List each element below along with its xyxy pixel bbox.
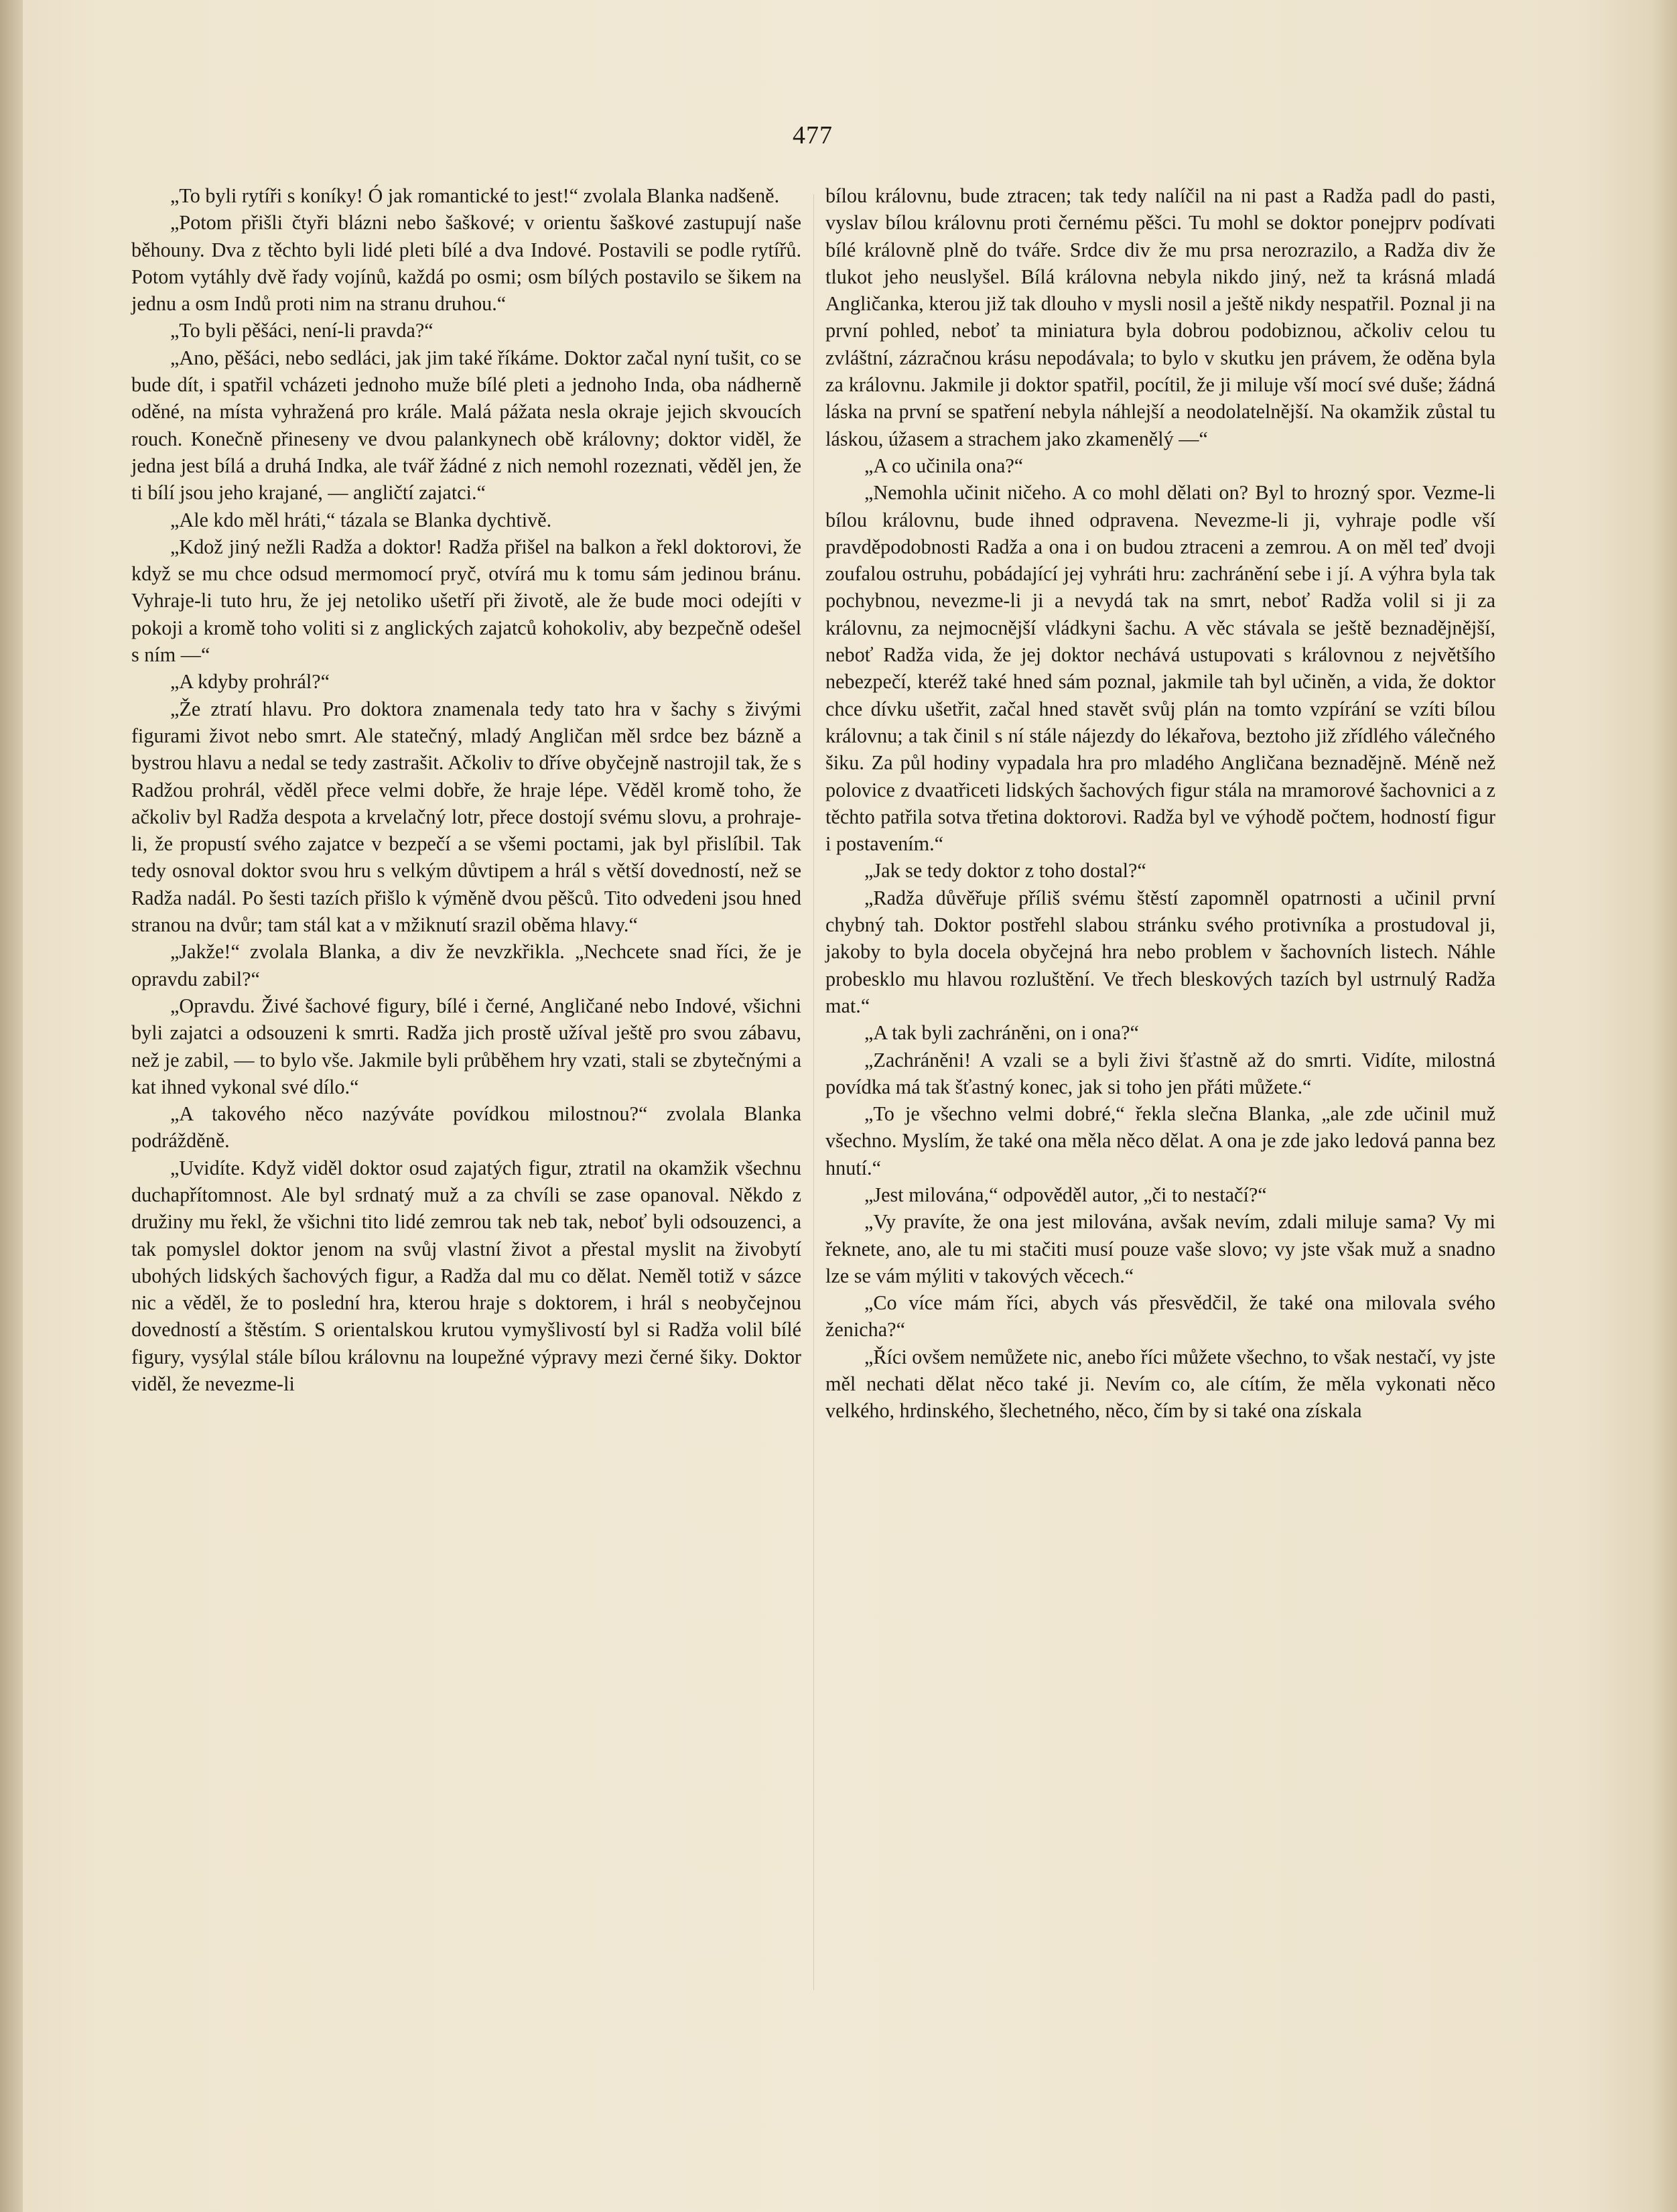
- paragraph: „Radža důvěřuje příliš svému štěstí zapomněl opatrnosti a učinil první chybný tah. Doktor postřehl slabou stránku svého protivníka a prostudoval ji, jakoby to byla docela obyčejná hra nebo problem v šachovních listech. Náhle probesklo mu hlavou rozluštění. Ve třech bleskových tazích byl ustrnulý Radža mat.“: [825, 886, 1495, 1017]
- paragraph: „A co učinila ona?“: [864, 454, 1024, 477]
- column-divider: [813, 194, 814, 1990]
- paragraph: „To byli rytíři s koníky! Ó jak romantické to jest!“ zvolala Blanka nadšeně.: [170, 184, 780, 207]
- right-column: [825, 182, 1495, 1425]
- paragraph: „Jak se tedy doktor z toho dostal?“: [864, 859, 1146, 883]
- paragraph: „Že ztratí hlavu. Pro doktora znamenala tedy tato hra v šachy s živými figurami život nebo smrt. Ale statečný, mladý Angličan měl srdce bez bázně a bystrou hlavu a nedal se tedy zastrašit. Ačkoliv to dříve obyčejně nastrojil tak, že s Radžou prohrál, věděl přece velmi dobře, že hraje lépe. Věděl kromě toho, že ačkoliv byl Radža despota a krvelačný lotr, přece dostojí svému slovu, a prohraje-li, že propustí svého zajatce v bezpečí a se všemi poctami, jak byl přislíbil. Tak tedy osnoval doktor svou hru s velkým důvtipem a hrál s větší dovedností, než se Radža nadál. Po šesti tazích přišlo k výměně dvou pěšců. Tito odvedeni jsou hned stranou na dvůr; tam stál kat a v mžiknutí srazil oběma hlavy.“: [131, 697, 801, 937]
- paragraph: „Vy pravíte, že ona jest milována, avšak nevím, zdali miluje sama? Vy mi řeknete, ano, ale tu mi stačiti musí pouze vaše slovo; vy jste však muž a snadno lze se vám mýliti v takových věcech.“: [825, 1210, 1495, 1287]
- paragraph: „Zachráněni! A vzali se a byli živi šťastně až do smrti. Vidíte, milostná povídka má tak šťastný konec, jak si toho jen přáti můžete.“: [825, 1048, 1495, 1098]
- paragraph: „Potom přišli čtyři blázni nebo šaškové; v orientu šaškové zastupují naše běhouny. Dva z těchto byli lidé pleti bílé a dva Indové. Postavili se podle rytířů. Potom vytáhly dvě řady vojínů, každá po osmi; osm bílých postavilo se šikem na jednu a osm Indů proti nim na stranu druhou.“: [131, 211, 801, 316]
- paragraph: „A tak byli zachráněni, on i ona?“: [864, 1021, 1139, 1045]
- paragraph: „Jakže!“ zvolala Blanka, a div že nevzkřikla. „Nechcete snad říci, že je opravdu zabil?“: [131, 940, 801, 990]
- paragraph: „Říci ovšem nemůžete nic, anebo říci můžete všechno, to však nestačí, vy jste měl nechati dělat něco také ji. Nevím co, ale cítím, že měla vykonati něco velkého, hrdinského, šlechetného, něco, čím by si také ona získala: [825, 1345, 1495, 1423]
- paragraph: „A takového něco nazýváte povídkou milostnou?“ zvolala Blanka podrážděně.: [131, 1102, 801, 1153]
- paragraph: „Co více mám říci, abych vás přesvědčil, že také ona milovala svého ženicha?“: [825, 1291, 1495, 1342]
- paragraph: „To je všechno velmi dobré,“ řekla slečna Blanka, „ale zde učinil muž všechno. Myslím, že také ona měla něco dělat. A ona je zde jako ledová panna bez hnutí.“: [825, 1102, 1495, 1179]
- paragraph: „Ano, pěšáci, nebo sedláci, jak jim také říkáme. Doktor začal nyní tušit, co se bude dít, i spatřil vcházeti jednoho muže bílé pleti a jednoho Inda, oba nádherně oděné, na místa vyhražená pro krále. Malá pážata nesla okraje jejich skvoucích rouch. Konečně přineseny ve dvou palankynech obě královny; doktor viděl, že jedna jest bílá a druhá Indka, ale tvář žádné z nich nemohl rozeznati, věděl jen, že ti bílí jsou jeho krajané, — angličtí zajatci.“: [131, 346, 801, 505]
- paragraph: „Jest milována,“ odpověděl autor, „či to nestačí?“: [864, 1183, 1267, 1206]
- paragraph: „Ale kdo měl hráti,“ tázala se Blanka dychtivě.: [170, 508, 552, 531]
- page-number: 477: [793, 121, 833, 149]
- paragraph: „Nemohla učinit ničeho. A co mohl dělati on? Byl to hrozný spor. Vezme-li bílou královnu, bude ihned odpravena. Nevezme-li ji, vyhraje podle vší pravděpodobnosti Radža a ona i on budou ztraceni a zemrou. A on měl teď dvoji zoufalou ostruhu, pobádající jej vyhráti hru: zachránění sebe i jí. A výhra byla tak pochybnou, nevezme-li ji a nevydá tak na smrt, neboť Radža volil si ji za královnu, za nejmocnější vládkyni šachu. A věc stávala se ještě beznadějnější, neboť Radža vida, že jej doktor nechává ustupovati s královnou z největšího nebezpečí, kteréž také hned sám poznal, jakmile tah byl učiněn, a vida, že doktor chce dívku ušetřit, začal hned stavět svůj plán na tomto vzpírání se vzíti bílou královnu; a tak činil s ní stále nájezdy do lékařova, beztoho již zřídlého válečného šiku. Za půl hodiny vypadala hra pro mladého Angličana beznadějně. Méně než polovice z dvaatřiceti lidských šachových figur stála na mramorové šachovnici a z těchto patřila sotva třetina doktorovi. Radža byl ve výhodě počtem, hodností figur i postavením.“: [825, 481, 1495, 856]
- page-binding-edge: [0, 0, 23, 2212]
- paragraph-continuation: bílou královnu, bude ztracen; tak tedy nalíčil na ni past a Radža padl do pasti, vyslav bílou královnu proti černému pěšci. Tu mohl se doktor ponejprv podívati bílé královně plně do tváře. Srdce div že mu prsa nerozrazilo, a Radža div že tlukot jeho neuslyšel. Bílá královna nebyla nikdo jiný, než ta krásná mladá Angličanka, kterou již tak dlouho v mysli nosil a ještě nikdy nespatřil. Poznal ji na první pohled, neboť ta miniatura byla dobrou podobiznou, ačkoliv celou tu zvláštní, zázračnou krásu nepodávala; to bylo v skutku jen právem, že oděna byla za královnu. Jakmile ji doktor spatřil, pocítil, že ji miluje vší mocí své duše; žádná láska na první se spatření nebyla náhlejší a neodolatelnější. Na okamžik zůstal tu láskou, úžasem a strachem jako zkamenělý —“: [825, 184, 1495, 450]
- paragraph: „Kdož jiný nežli Radža a doktor! Radža přišel na balkon a řekl doktorovi, že když se mu chce odsud mermomocí pryč, otvírá mu k tomu sám jedinou bránu. Vyhraje-li tuto hru, že jej netoliko ušetří při životě, ale že bude moci odejíti v pokoji a kromě toho voliti si z anglických zajatců kohokoliv, aby bezpečně odešel s ním —“: [131, 535, 801, 667]
- paragraph: „Uvidíte. Když viděl doktor osud zajatých figur, ztratil na okamžik všechnu duchapřítomnost. Ale byl srdnatý muž a za chvíli se zase opanoval. Někdo z družiny mu řekl, že všichni tito lidé zemrou tak neb tak, neboť byli odsouzenci, a tak pomyslel doktor jenom na svůj vlastní život a přestal myslit na živobytí ubohých lidských šachových figur, a Radža dal mu co dělat. Neměl totiž v sázce nic a věděl, že to poslední hra, kterou hraje s doktorem, i hrál s neobyčejnou dovedností a štěstím. S orientalskou krutou vymyšlivostí byl si Radža volil bílé figury, vysýlal stále bílou královnu na loupežné výpravy mezi černé šiky. Doktor viděl, že nevezme-li: [131, 1156, 801, 1396]
- paragraph: „A kdyby prohrál?“: [170, 670, 330, 694]
- paragraph: „Opravdu. Živé šachové figury, bílé i černé, Angličané nebo Indové, všichni byli zajatci a odsouzeni k smrti. Radža jich prostě užíval ještě pro svou zábavu, než je zabil, — to bylo vše. Jakmile byli průběhem hry vzati, stali se zbytečnými a kat ihned vykonal své dílo.“: [131, 994, 801, 1098]
- page-right-edge: [1650, 0, 1677, 2212]
- left-column: [131, 182, 801, 1397]
- paragraph: „To byli pěšáci, není-li pravda?“: [170, 319, 433, 342]
